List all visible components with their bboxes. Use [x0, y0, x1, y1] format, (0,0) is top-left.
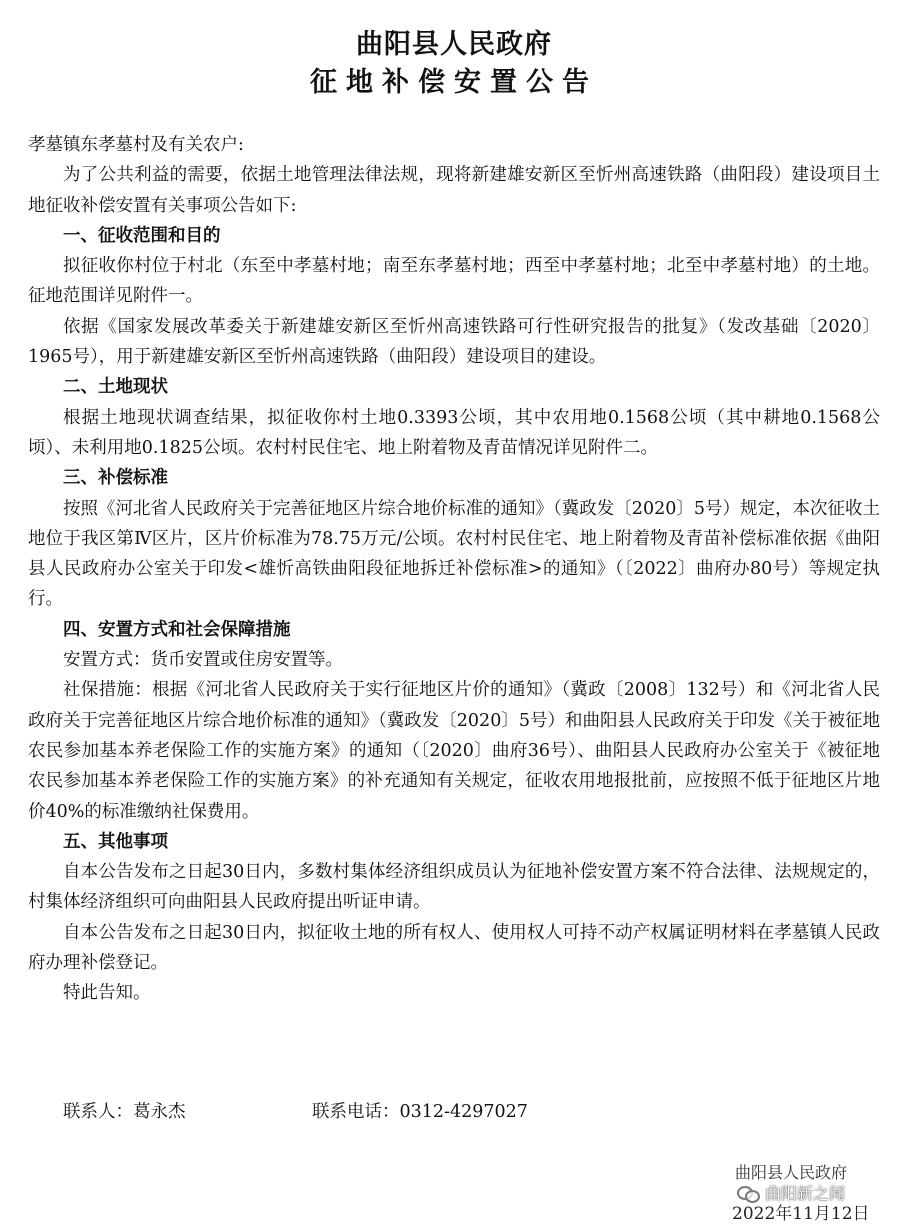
contact-person: 联系人：葛永杰	[63, 1102, 186, 1122]
section-heading-4: 四、安置方式和社会保障措施	[63, 619, 291, 640]
section-heading-5: 五、其他事项	[63, 831, 168, 852]
section-heading-3: 三、补偿标准	[63, 468, 168, 489]
notice-body	[28, 130, 880, 1009]
section-4-paragraph-2: 社保措施：根据《河北省人民政府关于实行征地区片价的通知》（冀政〔2008〕132号）和《河北省人民政府关于完善征地区片综合地价标准的通知》（冀政发〔2020〕5号）和曲阳县人民政府关于印发《关于被征地农民参加基本养老保险工作的实施方案》的通知（〔2020〕曲府36号）、曲阳县人民政府办公室关于《被征地农民参加基本养老保险工作的实施方案》的补充通知有关规定，征收农用地报批前，应按照不低于征地区片地价40%的标准缴纳社保费用。	[28, 680, 880, 822]
section-heading-1: 一、征收范围和目的	[63, 225, 221, 246]
issuer-title: 曲阳县人民政府	[356, 29, 552, 60]
section-5-paragraph-2: 自本公告发布之日起30日内，拟征收土地的所有权人、使用权人可持不动产权属证明材料在孝墓镇人民政府办理补偿登记。	[28, 922, 880, 974]
section-2-paragraph-1: 根据土地现状调查结果，拟征收你村土地0.3393公顷，其中农用地0.1568公顷（其中耕地0.1568公顷）、未利用地0.1825公顷。农村村民住宅、地上附着物及青苗情况详见附件二。	[28, 407, 880, 458]
section-5-paragraph-1: 自本公告发布之日起30日内，多数村集体经济组织成员认为征地补偿安置方案不符合法律、法规规定的，村集体经济组织可向曲阳县人民政府提出听证申请。	[28, 862, 880, 913]
salutation: 孝墓镇东孝墓村及有关农户:	[28, 135, 244, 155]
section-3-paragraph-1: 按照《河北省人民政府关于完善征地区片综合地价标准的通知》（冀政发〔2020〕5号）规定，本次征收土地位于我区第Ⅳ区片，区片价标准为78.75万元/公顷。农村村民住宅、地上附着物及青苗补偿标准依据《曲阳县人民政府办公室关于印发<雄忻高铁曲阳段征地拆迁补偿标准>的通知》（〔2022〕曲府办80号）等规定执行。	[28, 498, 880, 610]
section-1-paragraph-1: 拟征收你村位于村北（东至中孝墓村地；南至东孝墓村地；西至中孝墓村地；北至中孝墓村地）的土地。征地范围详见附件一。	[28, 256, 880, 307]
watermark-text: 曲阳新之闻	[765, 1184, 846, 1203]
contact-phone: 联系电话：0312-4297027	[312, 1102, 528, 1122]
signature-issuer: 曲阳县人民政府	[735, 1163, 848, 1182]
section-4-paragraph-1: 安置方式：货币安置或住房安置等。	[63, 650, 343, 671]
intro-paragraph: 为了公共利益的需要，依据土地管理法律法规，现将新建雄安新区至忻州高速铁路（曲阳段）建设项目土地征收补偿安置有关事项公告如下:	[28, 165, 880, 216]
section-heading-2: 二、土地现状	[63, 377, 168, 398]
notice-title: 征地补偿安置公告	[310, 67, 598, 98]
notice-date: 2022年11月12日	[732, 1204, 870, 1224]
section-1-paragraph-2: 依据《国家发展改革委关于新建雄安新区至忻州高速铁路可行性研究报告的批复》（发改基础〔2020〕1965号），用于新建雄安新区至忻州高速铁路（曲阳段）建设项目的建设。	[28, 316, 880, 368]
closing-line: 特此告知。	[63, 983, 151, 1004]
